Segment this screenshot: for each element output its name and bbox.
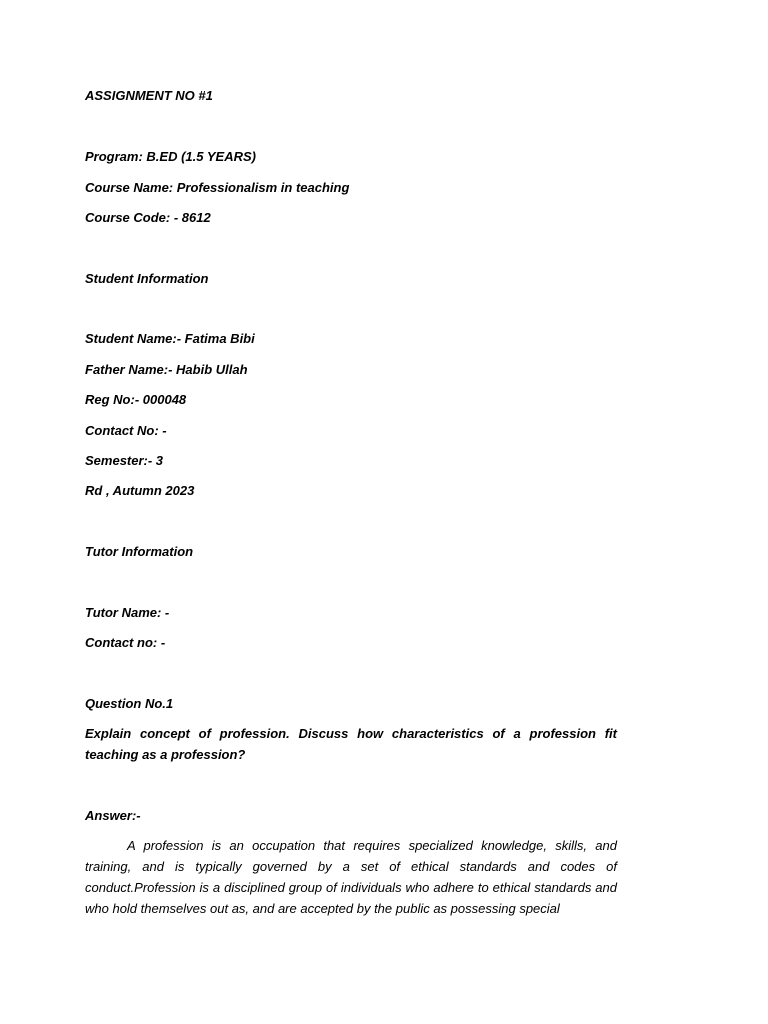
reg-no-line: Reg No:- 000048 <box>85 392 187 407</box>
program-line: Program: B.ED (1.5 YEARS) <box>85 149 256 164</box>
question-number: Question No.1 <box>85 696 174 711</box>
contact-no-line: Contact No: - <box>85 423 167 438</box>
answer-label: Answer:- <box>85 808 141 823</box>
semester-line: Semester:- 3 <box>85 453 164 468</box>
session-line: Rd , Autumn 2023 <box>85 483 195 498</box>
course-name-line: Course Name: Professionalism in teaching <box>85 180 350 195</box>
father-name-line: Father Name:- Habib Ullah <box>85 362 248 377</box>
tutor-contact-line: Contact no: - <box>85 635 166 650</box>
tutor-info-heading: Tutor Information <box>85 544 194 559</box>
student-name-line: Student Name:- Fatima Bibi <box>85 331 255 346</box>
assignment-title: ASSIGNMENT NO #1 <box>85 88 213 103</box>
course-code-line: Course Code: - 8612 <box>85 210 211 225</box>
student-info-heading: Student Information <box>85 271 209 286</box>
answer-text: A profession is an occupation that requires specialized knowledge, skills, and training, and is typically governed by a set of ethical standards and codes of conduct.Profession is a disciplined group of individuals who adhere to ethical standards and who hold themselves out as, and are accepted by the public as possessing special <box>85 838 617 916</box>
question-text: Explain concept of profession. Discuss how characteristics of a profession fit teaching as a profession? <box>85 726 617 762</box>
tutor-name-line: Tutor Name: - <box>85 605 170 620</box>
